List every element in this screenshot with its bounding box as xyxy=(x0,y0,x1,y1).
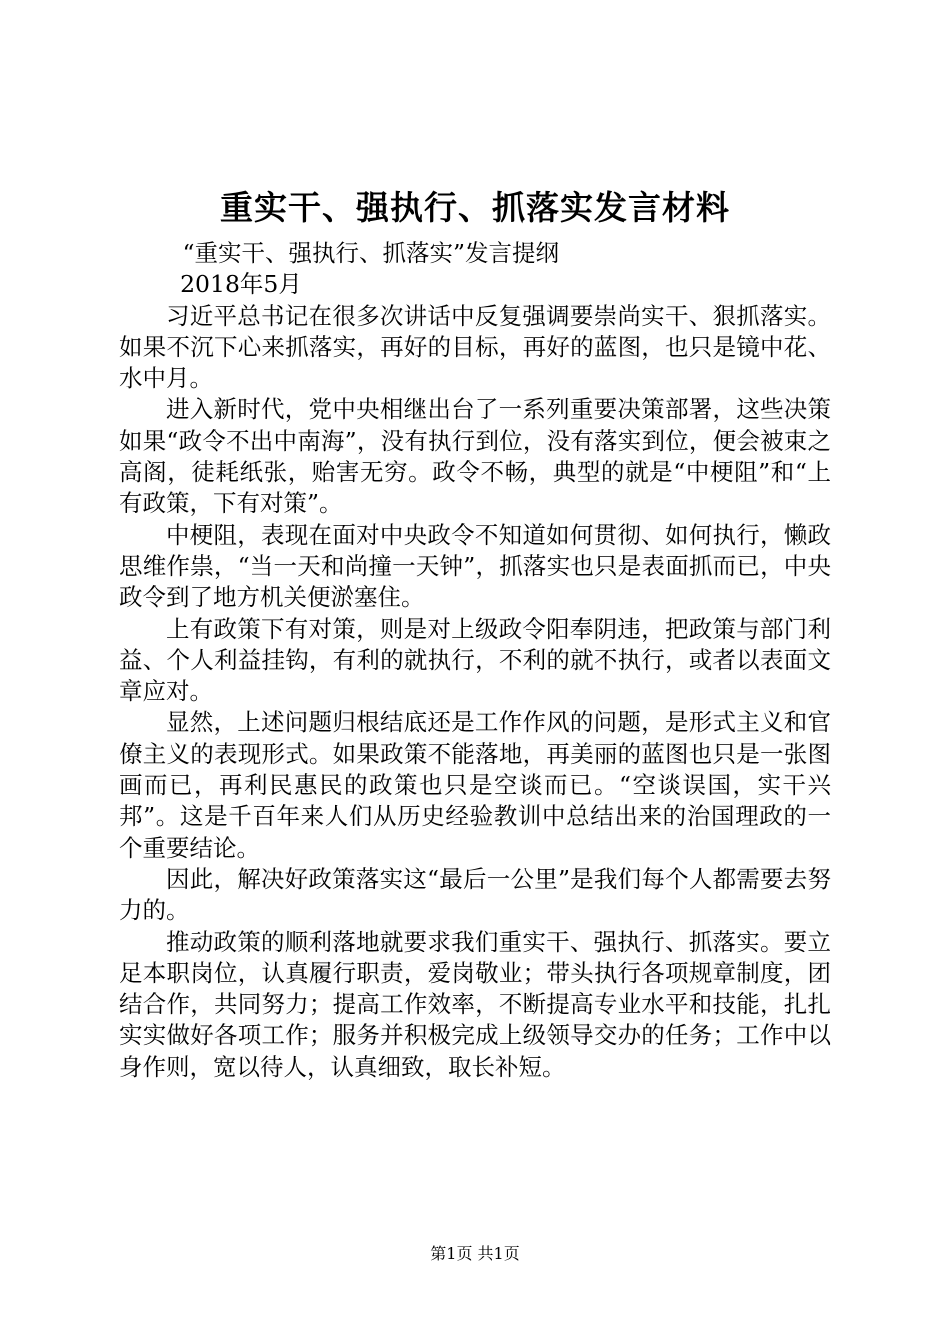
document-body xyxy=(119,238,831,1083)
paragraph-1: 习近平总书记在很多次讲话中反复强调要崇尚实干、狠抓落实。如果不沉下心来抓落实，再好的目标，再好的蓝图，也只是镜中花、水中月。 xyxy=(119,301,831,393)
paragraph-3: 中梗阻，表现在面对中央政令不知道如何贯彻、如何执行，懒政思维作祟，“当一天和尚撞一天钟”，抓落实也只是表面抓而已，中央政令到了地方机关便淤塞住。 xyxy=(119,520,831,612)
page-number-footer: 第1页 共1页 xyxy=(430,1244,520,1263)
document-subtitle: “重实干、强执行、抓落实”发言提纲 xyxy=(182,239,559,267)
document-title: 重实干、强执行、抓落实发言材料 xyxy=(220,188,730,227)
paragraph-4: 上有政策下有对策，则是对上级政令阳奉阴违，把政策与部门利益、个人利益挂钩，有利的就执行，不利的就不执行，或者以表面文章应对。 xyxy=(119,614,831,706)
paragraph-5: 显然，上述问题归根结底还是工作作风的问题，是形式主义和官僚主义的表现形式。如果政策不能落地，再美丽的蓝图也只是一张图画而已，再利民惠民的政策也只是空谈而已。“空谈误国，实干兴邦”。这是千百年来人们从历史经验教训中总结出来的治国理政的一个重要结论。 xyxy=(119,708,831,862)
paragraph-7: 推动政策的顺利落地就要求我们重实干、强执行、抓落实。要立足本职岗位，认真履行职责，爱岗敬业；带头执行各项规章制度，团结合作，共同努力；提高工作效率，不断提高专业水平和技能，扎扎实实做好各项工作；服务并积极完成上级领导交办的任务；工作中以身作则，宽以待人，认真细致，取长补短。 xyxy=(119,927,831,1081)
paragraph-6: 因此，解决好政策落实这“最后一公里”是我们每个人都需要去努力的。 xyxy=(119,864,831,925)
document-date: 2018年5月 xyxy=(180,270,302,299)
paragraph-2: 进入新时代，党中央相继出台了一系列重要决策部署，这些决策如果“政令不出中南海”，没有执行到位，没有落实到位，便会被束之高阁，徒耗纸张，贻害无穷。政令不畅，典型的就是“中梗阻”和“上有政策，下有对策”。 xyxy=(119,395,831,518)
